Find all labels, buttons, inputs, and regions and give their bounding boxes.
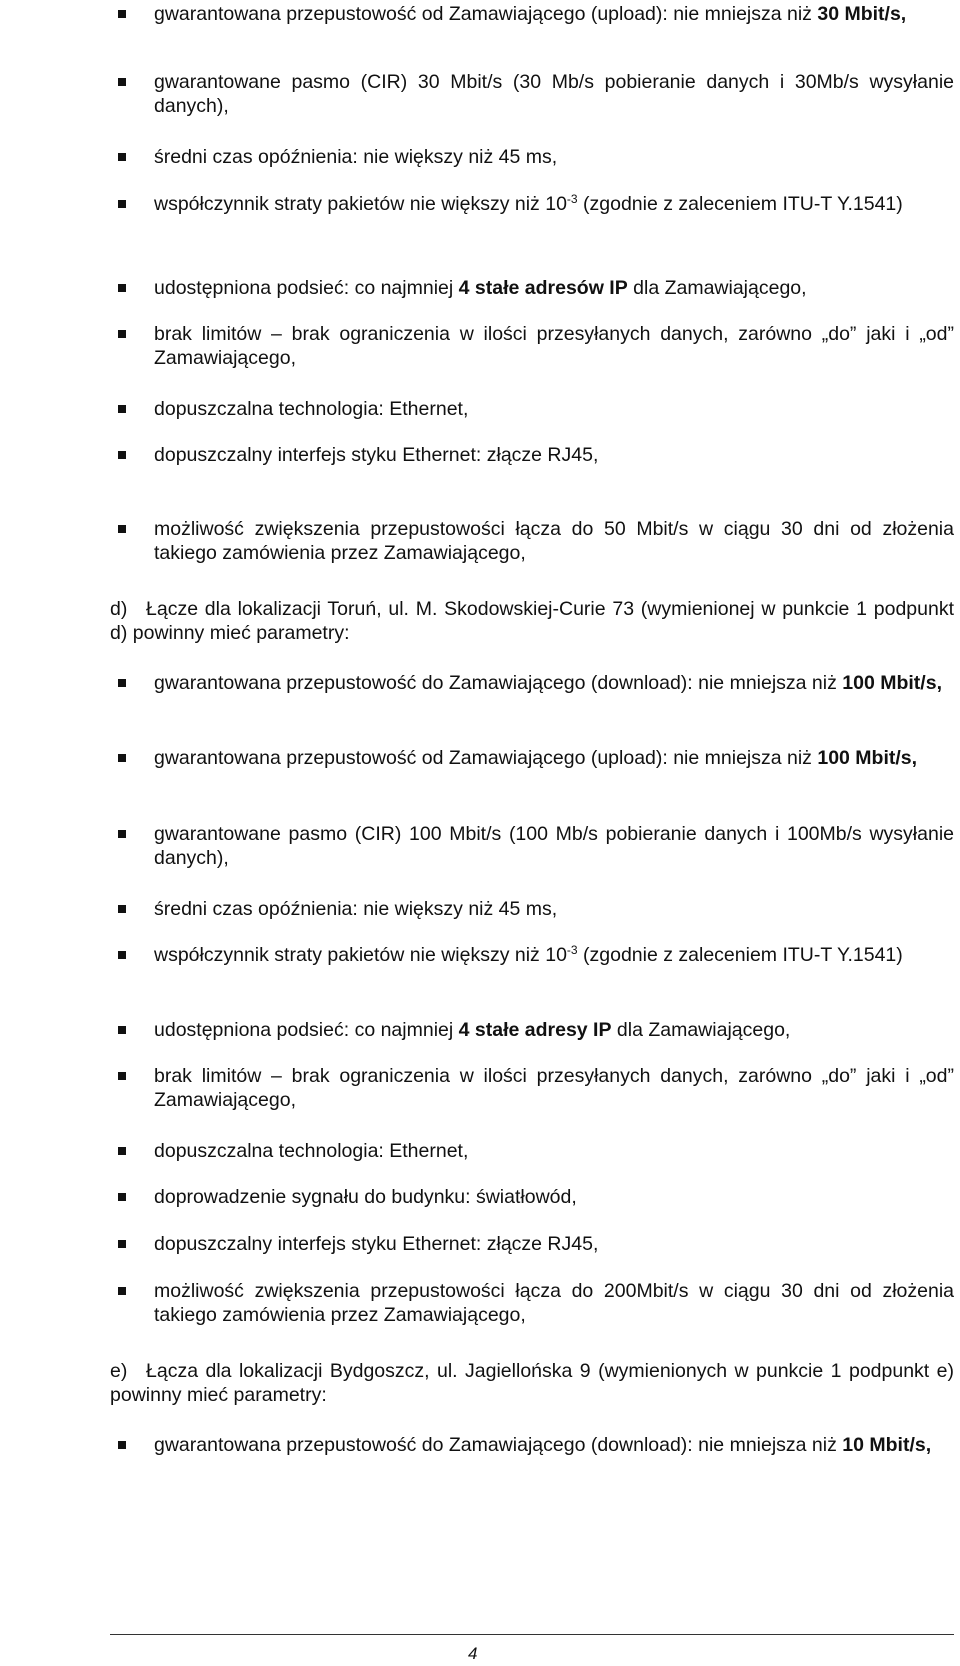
section-heading: Łącze dla lokalizacji Toruń, ul. M. Skodowskiej-Curie 73 (wymienionej w punkcie 1 podpunkt d) powinny mieć parametry: bbox=[110, 598, 954, 644]
bullet-icon bbox=[118, 10, 126, 18]
bullet-icon bbox=[118, 830, 126, 838]
list-item: możliwość zwiększenia przepustowości łącza do 200Mbit/s w ciągu 30 dni od złożenia takiego zamówienia przez Zamawiającego, bbox=[154, 1280, 954, 1326]
section-letter: d) bbox=[110, 598, 128, 620]
list-item: gwarantowane pasmo (CIR) 100 Mbit/s (100 Mb/s pobieranie danych i 100Mb/s wysyłanie danych), bbox=[154, 823, 954, 869]
bullet-icon bbox=[118, 200, 126, 208]
bullet-icon bbox=[118, 1441, 126, 1449]
list-item: gwarantowana przepustowość od Zamawiającego (upload): nie mniejsza niż 100 Mbit/s, bbox=[154, 747, 918, 769]
section-heading: Łącza dla lokalizacji Bydgoszcz, ul. Jagiellońska 9 (wymienionych w punkcie 1 podpunkt e) powinny mieć parametry: bbox=[110, 1360, 954, 1406]
bullet-icon bbox=[118, 905, 126, 913]
bullet-icon bbox=[118, 451, 126, 459]
list-item: dopuszczalny interfejs styku Ethernet: złącze RJ45, bbox=[154, 1233, 599, 1255]
list-item: współczynnik straty pakietów nie większy niż $10^{-3}$ (zgodnie z zaleceniem ITU-T Y.1541) bbox=[154, 192, 903, 215]
list-item: współczynnik straty pakietów nie większy niż $10^{-3}$ (zgodnie z zaleceniem ITU-T Y.1541) bbox=[154, 943, 903, 966]
list-item: gwarantowana przepustowość do Zamawiającego (download): nie mniejsza niż 10 Mbit/s, bbox=[154, 1434, 932, 1456]
bullet-icon bbox=[118, 1147, 126, 1155]
bullet-icon bbox=[118, 1026, 126, 1034]
list-item: brak limitów – brak ograniczenia w ilości przesyłanych danych, zarówno „do” jaki i „od” Zamawiającego, bbox=[154, 323, 954, 369]
bullet-icon bbox=[118, 951, 126, 959]
bullet-icon bbox=[118, 153, 126, 161]
bullet-icon bbox=[118, 679, 126, 687]
bullet-icon bbox=[118, 1240, 126, 1248]
list-item: dopuszczalna technologia: Ethernet, bbox=[154, 1140, 469, 1162]
list-item: dopuszczalny interfejs styku Ethernet: złącze RJ45, bbox=[154, 444, 599, 466]
footer-divider bbox=[110, 1634, 954, 1635]
list-item: udostępniona podsieć: co najmniej 4 stałe adresów IP dla Zamawiającego, bbox=[154, 277, 807, 299]
page-number: 4 bbox=[468, 1644, 478, 1663]
list-item: średni czas opóźnienia: nie większy niż 45 ms, bbox=[154, 898, 558, 920]
list-item: dopuszczalna technologia: Ethernet, bbox=[154, 398, 469, 420]
bullet-icon bbox=[118, 1193, 126, 1201]
section-letter: e) bbox=[110, 1360, 128, 1382]
list-item: brak limitów – brak ograniczenia w ilości przesyłanych danych, zarówno „do” jaki i „od” Zamawiającego, bbox=[154, 1065, 954, 1111]
list-item: doprowadzenie sygnału do budynku: światłowód, bbox=[154, 1186, 577, 1208]
list-item: gwarantowana przepustowość do Zamawiającego (download): nie mniejsza niż 100 Mbit/s, bbox=[154, 672, 942, 694]
list-item: udostępniona podsieć: co najmniej 4 stałe adresy IP dla Zamawiającego, bbox=[154, 1019, 791, 1041]
bullet-icon bbox=[118, 405, 126, 413]
bullet-icon bbox=[118, 330, 126, 338]
bullet-icon bbox=[118, 78, 126, 86]
list-item: możliwość zwiększenia przepustowości łącza do 50 Mbit/s w ciągu 30 dni od złożenia takiego zamówienia przez Zamawiającego, bbox=[154, 518, 954, 564]
list-item: średni czas opóźnienia: nie większy niż 45 ms, bbox=[154, 146, 558, 168]
bullet-icon bbox=[118, 754, 126, 762]
bullet-icon bbox=[118, 1287, 126, 1295]
list-item: gwarantowana przepustowość od Zamawiającego (upload): nie mniejsza niż 30 Mbit/s, bbox=[154, 3, 907, 25]
bullet-icon bbox=[118, 1072, 126, 1080]
list-item: gwarantowane pasmo (CIR) 30 Mbit/s (30 Mb/s pobieranie danych i 30Mb/s wysyłanie danych), bbox=[154, 71, 954, 117]
bullet-icon bbox=[118, 284, 126, 292]
bullet-icon bbox=[118, 525, 126, 533]
